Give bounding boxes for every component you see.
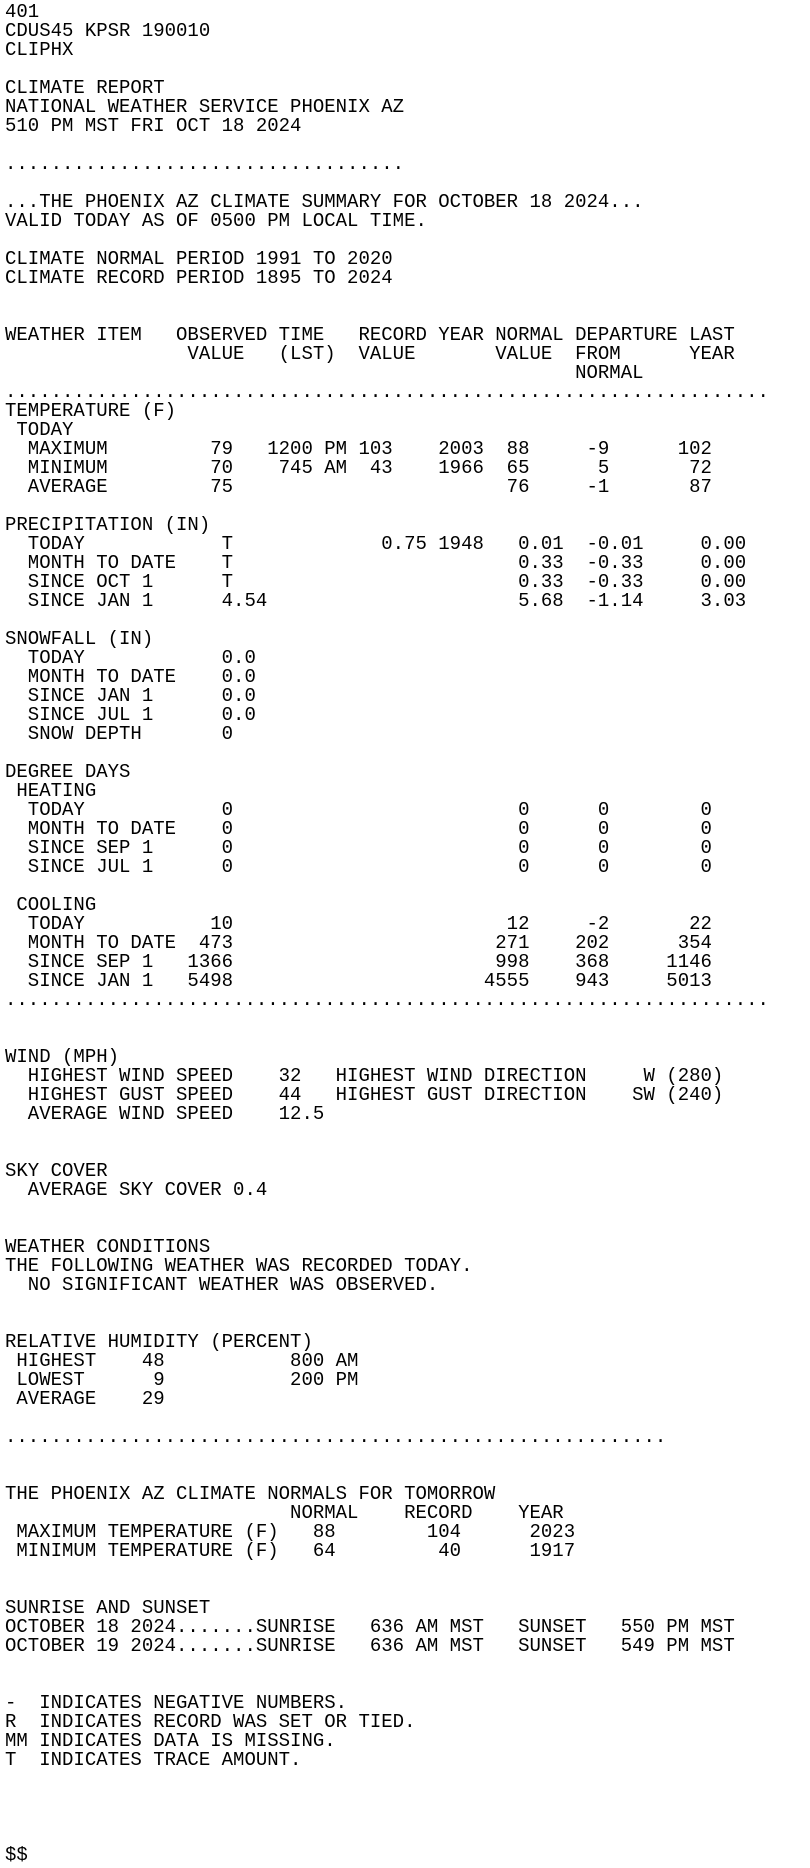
- report-line: [5, 1827, 810, 1846]
- report-line: MAXIMUM TEMPERATURE (F) 88 104 2023: [5, 1521, 576, 1543]
- report-line: SINCE SEP 1 0 0 0 0: [5, 837, 712, 859]
- report-line: [5, 1143, 810, 1162]
- report-line: 401: [5, 1, 40, 23]
- report-line: TODAY: [5, 419, 74, 441]
- report-line: VALID TODAY AS OF 0500 PM LOCAL TIME.: [5, 210, 427, 232]
- report-line: [5, 1029, 810, 1048]
- report-line: TODAY 10 12 -2 22: [5, 913, 712, 935]
- report-line: AVERAGE 75 76 -1 87: [5, 476, 712, 498]
- report-line: [5, 1447, 810, 1466]
- report-line: SUNRISE AND SUNSET: [5, 1597, 211, 1619]
- report-line: AVERAGE SKY COVER 0.4: [5, 1179, 268, 1201]
- report-line: NO SIGNIFICANT WEATHER WAS OBSERVED.: [5, 1274, 439, 1296]
- report-line: MONTH TO DATE T 0.33 -0.33 0.00: [5, 552, 747, 574]
- report-line: SINCE JUL 1 0.0: [5, 704, 256, 726]
- report-line: SNOW DEPTH 0: [5, 723, 234, 745]
- report-line: ..........................................................: [5, 1426, 667, 1448]
- report-line: WEATHER CONDITIONS: [5, 1236, 211, 1258]
- report-line: [5, 1808, 810, 1827]
- report-line: NATIONAL WEATHER SERVICE PHOENIX AZ: [5, 96, 405, 118]
- report-line: CLIMATE NORMAL PERIOD 1991 TO 2020: [5, 248, 393, 270]
- report-line: ...THE PHOENIX AZ CLIMATE SUMMARY FOR OCTOBER 18 2024...: [5, 191, 644, 213]
- report-line: MAXIMUM 79 1200 PM 103 2003 88 -9 102: [5, 438, 712, 460]
- report-line: HEATING: [5, 780, 97, 802]
- report-line: TODAY 0 0 0 0: [5, 799, 712, 821]
- report-line: WEATHER ITEM OBSERVED TIME RECORD YEAR NORMAL DEPARTURE LAST: [5, 324, 735, 346]
- report-line: [5, 1561, 810, 1580]
- report-line: NORMAL: [5, 362, 644, 384]
- report-line: DEGREE DAYS: [5, 761, 131, 783]
- report-line: THE PHOENIX AZ CLIMATE NORMALS FOR TOMORROW: [5, 1483, 496, 1505]
- report-line: ...................................: [5, 153, 405, 175]
- report-line: MINIMUM 70 745 AM 43 1966 65 5 72: [5, 457, 712, 479]
- report-line: CLIMATE REPORT: [5, 77, 165, 99]
- report-line: MONTH TO DATE 473 271 202 354: [5, 932, 712, 954]
- report-line: HIGHEST WIND SPEED 32 HIGHEST WIND DIRECTION W (280): [5, 1065, 724, 1087]
- report-line: MONTH TO DATE 0.0: [5, 666, 256, 688]
- report-line: R INDICATES RECORD WAS SET OR TIED.: [5, 1711, 416, 1733]
- report-line: 510 PM MST FRI OCT 18 2024: [5, 115, 302, 137]
- report-line: AVERAGE 29: [5, 1388, 165, 1410]
- report-line: [5, 877, 810, 896]
- report-line: RELATIVE HUMIDITY (PERCENT): [5, 1331, 313, 1353]
- report-line: T INDICATES TRACE AMOUNT.: [5, 1749, 302, 1771]
- report-line: - INDICATES NEGATIVE NUMBERS.: [5, 1692, 348, 1714]
- report-line: PRECIPITATION (IN): [5, 514, 211, 536]
- report-line: SINCE JAN 1 4.54 5.68 -1.14 3.03: [5, 590, 747, 612]
- report-line: SINCE OCT 1 T 0.33 -0.33 0.00: [5, 571, 747, 593]
- report-line: SINCE SEP 1 1366 998 368 1146: [5, 951, 712, 973]
- report-line: CLIPHX: [5, 39, 74, 61]
- report-line: SINCE JAN 1 0.0: [5, 685, 256, 707]
- report-line: CDUS45 KPSR 190010: [5, 20, 211, 42]
- report-line: MONTH TO DATE 0 0 0 0: [5, 818, 712, 840]
- report-line: CLIMATE RECORD PERIOD 1895 TO 2024: [5, 267, 393, 289]
- report-line: LOWEST 9 200 PM: [5, 1369, 359, 1391]
- report-line: WIND (MPH): [5, 1046, 120, 1068]
- report-line: [5, 1656, 810, 1675]
- report-line: TEMPERATURE (F): [5, 400, 177, 422]
- report-line: COOLING: [5, 894, 97, 916]
- report-line: ...................................................................: [5, 989, 769, 1011]
- report-line: OCTOBER 18 2024.......SUNRISE 636 AM MST SUNSET 550 PM MST: [5, 1616, 735, 1638]
- report-line: VALUE (LST) VALUE VALUE FROM YEAR: [5, 343, 735, 365]
- report-line: HIGHEST 48 800 AM: [5, 1350, 359, 1372]
- report-line: SINCE JAN 1 5498 4555 943 5013: [5, 970, 712, 992]
- report-line: [5, 1789, 810, 1808]
- report-line: HIGHEST GUST SPEED 44 HIGHEST GUST DIRECTION SW (240): [5, 1084, 724, 1106]
- report-line: $$: [5, 1844, 28, 1866]
- report-line: OCTOBER 19 2024.......SUNRISE 636 AM MST SUNSET 549 PM MST: [5, 1635, 735, 1657]
- report-line: SNOWFALL (IN): [5, 628, 154, 650]
- report-line: THE FOLLOWING WEATHER WAS RECORDED TODAY.: [5, 1255, 473, 1277]
- report-line: [5, 288, 810, 307]
- report-line: ...................................................................: [5, 381, 769, 403]
- report-line: MINIMUM TEMPERATURE (F) 64 40 1917: [5, 1540, 576, 1562]
- report-line: [5, 1770, 810, 1789]
- report-line: SKY COVER: [5, 1160, 108, 1182]
- report-line: NORMAL RECORD YEAR: [5, 1502, 564, 1524]
- report-line: [5, 1124, 810, 1143]
- report-line: [5, 1200, 810, 1219]
- report-line: [5, 1295, 810, 1314]
- report-line: TODAY T 0.75 1948 0.01 -0.01 0.00: [5, 533, 747, 555]
- report-line: SINCE JUL 1 0 0 0 0: [5, 856, 712, 878]
- report-line: [5, 1010, 810, 1029]
- report-line: AVERAGE WIND SPEED 12.5: [5, 1103, 325, 1125]
- report-line: MM INDICATES DATA IS MISSING.: [5, 1730, 336, 1752]
- report-line: TODAY 0.0: [5, 647, 256, 669]
